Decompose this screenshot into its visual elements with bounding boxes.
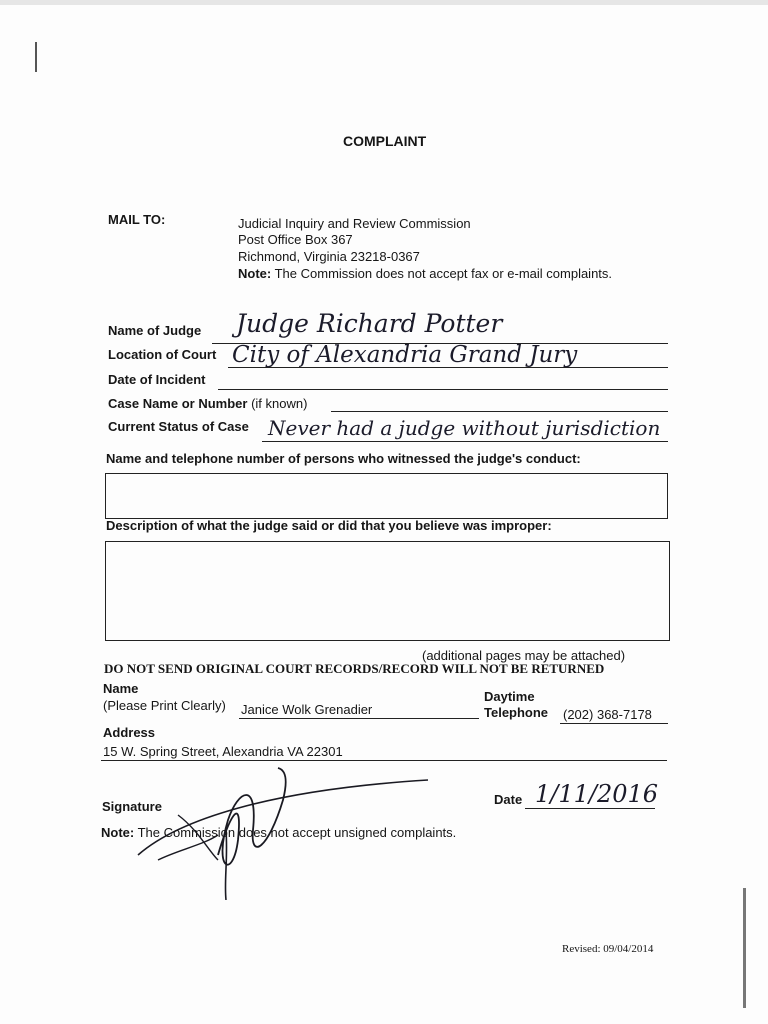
date-value[interactable]: 1/11/2016: [535, 780, 659, 808]
mail-to-label: MAIL TO:: [108, 212, 166, 227]
address-line-1: Judicial Inquiry and Review Commission: [238, 216, 471, 231]
name-line: [239, 718, 479, 719]
date-of-incident-line[interactable]: [218, 389, 668, 390]
records-warning: DO NOT SEND ORIGINAL COURT RECORDS/RECORD WILL NOT BE RETURNED: [104, 661, 605, 676]
date-of-incident-label: Date of Incident: [108, 372, 206, 387]
scan-top-edge: [0, 0, 768, 5]
court-label: Location of Court: [108, 347, 217, 362]
name-value[interactable]: Janice Wolk Grenadier: [241, 702, 373, 717]
address-label: Address: [103, 725, 156, 740]
name-sub-label: (Please Print Clearly): [103, 698, 226, 713]
phone-line: [560, 723, 668, 724]
case-line[interactable]: [331, 411, 668, 412]
status-label: Current Status of Case: [108, 419, 249, 434]
description-box[interactable]: [105, 541, 670, 641]
case-label: [108, 396, 307, 411]
phone-label-daytime: Daytime: [484, 689, 535, 704]
phone-value[interactable]: (202) 368-7178: [563, 707, 652, 722]
witness-box[interactable]: [105, 473, 668, 519]
revised-date: Revised: 09/04/2014: [562, 943, 654, 955]
witness-label: Name and telephone number of persons who witnessed the judge's conduct:: [106, 451, 581, 466]
scan-left-mark: [35, 42, 37, 72]
fax-note: [238, 266, 612, 281]
name-label: Name: [103, 681, 139, 696]
fax-note-label: Note:: [238, 266, 272, 281]
signature-note-label: Note:: [101, 825, 135, 840]
scan-right-mark: [743, 888, 746, 1008]
signature-note-text: The Commission does not accept unsigned complaints.: [137, 825, 457, 840]
court-value[interactable]: City of Alexandria Grand Jury: [232, 342, 578, 368]
judge-label: Name of Judge: [108, 323, 202, 338]
description-label: Description of what the judge said or did that you believe was improper:: [106, 518, 552, 533]
additional-pages-note: (additional pages may be attached): [422, 648, 626, 663]
date-label: Date: [494, 792, 523, 807]
signature-note: [101, 825, 456, 840]
fax-note-text: The Commission does not accept fax or e-mail complaints.: [274, 266, 613, 281]
date-line: [525, 808, 655, 809]
status-line: [262, 441, 668, 442]
case-label-suffix: (if known): [251, 396, 308, 411]
address-value[interactable]: 15 W. Spring Street, Alexandria VA 22301: [103, 744, 343, 759]
address-line-3: Richmond, Virginia 23218-0367: [238, 249, 420, 264]
phone-label-telephone: Telephone: [484, 705, 549, 720]
status-value[interactable]: Never had a judge without jurisdiction: [268, 416, 661, 440]
signature-label: Signature: [102, 799, 162, 814]
form-title: COMPLAINT: [343, 133, 427, 149]
address-line-2: Post Office Box 367: [238, 232, 353, 247]
judge-value[interactable]: Judge Richard Potter: [236, 309, 503, 338]
case-label-text: Case Name or Number: [108, 396, 248, 411]
